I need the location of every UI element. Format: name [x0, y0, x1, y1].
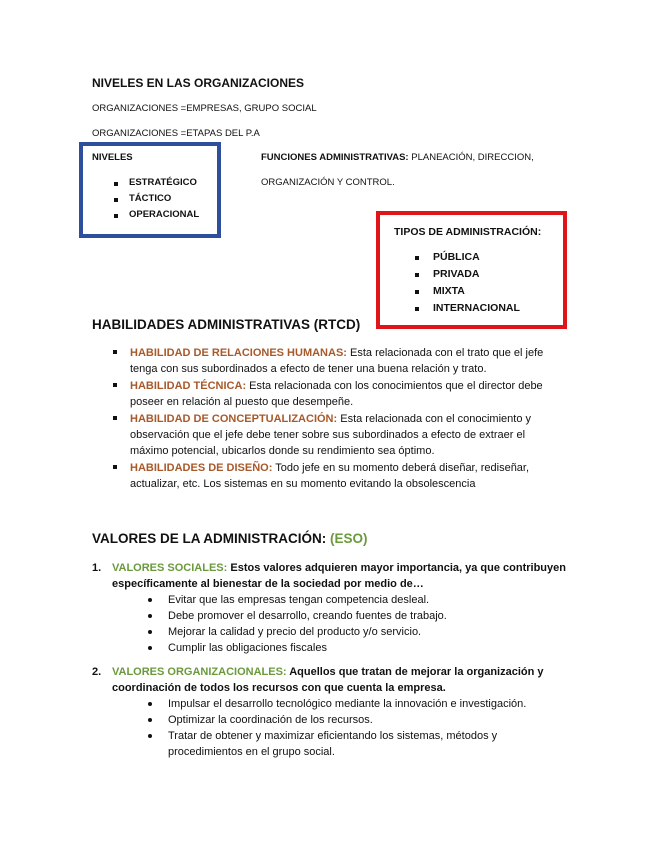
habilidades-title: HABILIDADES ADMINISTRATIVAS (RTCD) [92, 317, 361, 332]
valores-sociales: 1. VALORES SOCIALES: Estos valores adquieren mayor importancia, ya que contribuyen específicamente al bienestar de la sociedad por medio de… Evitar que las empresas tengan competencia desleal. Debe promover el desarrollo, creando fuentes de trabajo. Mejorar la calidad y precio del producto y/o servicio. Cumplir las obligaciones fiscales [92, 560, 572, 656]
page-title: NIVELES EN LAS ORGANIZACIONES [92, 76, 305, 90]
funciones-line-2: ORGANIZACIÓN Y CONTROL. [261, 177, 395, 188]
list-item: Evitar que las empresas tengan competencia desleal. [148, 592, 572, 608]
valores-title: VALORES DE LA ADMINISTRACIÓN: (ESO) [92, 531, 368, 546]
list-item: HABILIDAD DE CONCEPTUALIZACIÓN: Esta relacionada con el conocimiento y observación que el jefe debe tener sobre sus subordinados a efecto de extraer el máximo potencial, ubicarlos donde su rendimiento sea óptimo. [113, 411, 573, 459]
list-item: Mejorar la calidad y precio del producto y/o servicio. [148, 624, 572, 640]
tipos-title: TIPOS DE ADMINISTRACIÓN: [394, 226, 542, 238]
list-item: HABILIDAD TÉCNICA: Esta relacionada con los conocimientos que el director debe poseer en relación al puesto que desempeñe. [113, 378, 573, 410]
header-line-1: ORGANIZACIONES =EMPRESAS, GRUPO SOCIAL [92, 103, 317, 114]
list-item: Cumplir las obligaciones fiscales [148, 640, 572, 656]
valores-sociales-list [148, 592, 572, 656]
list-item: HABILIDAD DE RELACIONES HUMANAS: Esta relacionada con el trato que el jefe tenga con sus subordinados a efecto de tener una buena relación y trato. [113, 345, 573, 377]
list-item: Debe promover el desarrollo, creando fuentes de trabajo. [148, 608, 572, 624]
funciones-line-1: FUNCIONES ADMINISTRATIVAS: PLANEACIÓN, DIRECCION, [261, 152, 534, 163]
valores-organizacionales-list: Impulsar el desarrollo tecnológico mediante la innovación e investigación. Optimizar la coordinación de los recursos. Tratar de obtener y maximizar eficientando los sistemas, métodos y procedimientos en el grupo social. [148, 696, 572, 760]
habilidades-list [113, 345, 573, 492]
header-line-2: ORGANIZACIONES =ETAPAS DEL P.A [92, 128, 260, 139]
list-item: HABILIDADES DE DISEÑO: Todo jefe en su momento deberá diseñar, rediseñar, actualizar, etc. Los sistemas en su momento evitando la obsolescencia [113, 460, 573, 492]
list-item: Impulsar el desarrollo tecnológico mediante la innovación e investigación. [148, 696, 572, 712]
valores-organizacionales: 2. VALORES ORGANIZACIONALES: Aquellos que tratan de mejorar la organización y coordinación de todos los recursos con que cuenta la empresa. Impulsar el desarrollo tecnológico mediante la innovación e investigación. Optimizar la coordinación de los recursos. Tratar de obtener y maximizar eficientando los sistemas, métodos y procedimientos en el grupo social. [92, 664, 572, 760]
niveles-title: NIVELES [92, 152, 133, 163]
list-item: Optimizar la coordinación de los recursos. [148, 712, 572, 728]
list-item: Tratar de obtener y maximizar eficientando los sistemas, métodos y [148, 728, 572, 744]
